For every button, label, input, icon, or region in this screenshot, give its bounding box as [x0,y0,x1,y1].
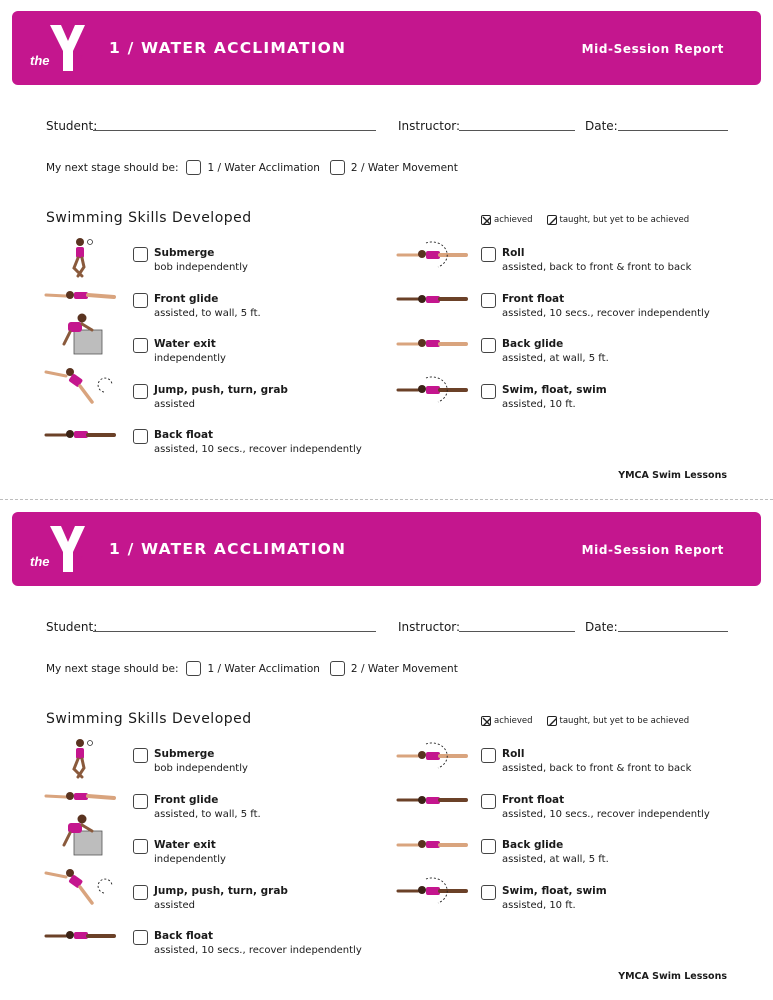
front-glide-figure-icon [44,789,116,805]
skill-jump-push-turn-grab: Jump, push, turn, grab assisted [133,383,288,413]
stage1-checkbox[interactable] [186,661,201,676]
achieved-mark-icon [481,716,491,726]
footer-brand: YMCA Swim Lessons [618,971,727,982]
legend-taught: taught, but yet to be achieved [559,215,690,225]
front-float-figure-icon [396,793,468,807]
skill-swim-float-swim: Swim, float, swim assisted, 10 ft. [481,884,607,914]
skill-front-float: Front float assisted, 10 secs., recover independently [481,793,710,823]
instructor-field[interactable] [459,631,575,632]
skill-checkbox[interactable] [133,338,148,353]
skill-front-float: Front float assisted, 10 secs., recover independently [481,292,710,322]
skill-checkbox[interactable] [481,794,496,809]
water-exit-figure-icon [60,310,104,356]
next-stage-label: My next stage should be: [46,662,179,675]
skill-checkbox[interactable] [133,930,148,945]
stage2-checkbox[interactable] [330,160,345,175]
back-float-figure-icon [44,428,116,442]
date-label: Date: [585,119,618,133]
roll-figure-icon [396,237,468,273]
back-glide-figure-icon [396,838,468,852]
date-label: Date: [585,620,618,634]
student-field[interactable] [93,631,376,632]
instructor-label: Instructor: [398,620,461,634]
skill-back-float: Back float assisted, 10 secs., recover independently [133,929,362,959]
legend-achieved: achieved [494,716,533,726]
roll-figure-icon [396,738,468,774]
taught-mark-icon [547,716,557,726]
water-exit-figure-icon [60,811,104,857]
header-banner [12,11,761,85]
back-float-figure-icon [44,929,116,943]
swim-float-swim-figure-icon [396,873,468,909]
stage-title: 1 / WATER ACCLIMATION [109,540,347,558]
skill-roll: Roll assisted, back to front & front to back [481,747,691,777]
skill-jump-push-turn-grab: Jump, push, turn, grab assisted [133,884,288,914]
skill-checkbox[interactable] [133,247,148,262]
next-stage-row [46,160,458,175]
skill-submerge: Submerge bob independently [133,246,248,276]
skill-checkbox[interactable] [133,794,148,809]
report-type: Mid-Session Report [581,543,724,557]
skill-checkbox[interactable] [481,293,496,308]
skill-checkbox[interactable] [133,384,148,399]
skill-checkbox[interactable] [481,247,496,262]
jump-figure-icon [40,362,120,408]
skills-title: Swimming Skills Developed [46,210,252,226]
skills-title: Swimming Skills Developed [46,711,252,727]
date-field[interactable] [618,631,728,632]
next-stage-label: My next stage should be: [46,161,179,174]
instructor-label: Instructor: [398,119,461,133]
skill-back-glide: Back glide assisted, at wall, 5 ft. [481,838,609,868]
stage-title: 1 / WATER ACCLIMATION [109,39,347,57]
svg-text:YMCA: YMCA [74,54,85,70]
taught-mark-icon [547,215,557,225]
legend-taught: taught, but yet to be achieved [559,716,690,726]
skill-checkbox[interactable] [481,338,496,353]
student-label: Student: [46,620,98,634]
front-glide-figure-icon [44,288,116,304]
swim-float-swim-figure-icon [396,372,468,408]
stage1-label: 1 / Water Acclimation [207,662,320,675]
skill-checkbox[interactable] [133,293,148,308]
back-glide-figure-icon [396,337,468,351]
achieved-mark-icon [481,215,491,225]
stage1-label: 1 / Water Acclimation [207,161,320,174]
legend [481,215,689,225]
stage2-checkbox[interactable] [330,661,345,676]
svg-text:the: the [30,554,50,569]
stage2-label: 2 / Water Movement [350,662,458,675]
skill-checkbox[interactable] [133,885,148,900]
student-label: Student: [46,119,98,133]
instructor-field[interactable] [459,130,575,131]
legend [481,716,689,726]
skill-back-glide: Back glide assisted, at wall, 5 ft. [481,337,609,367]
legend-achieved: achieved [494,215,533,225]
skill-front-glide: Front glide assisted, to wall, 5 ft. [133,292,261,322]
skill-front-glide: Front glide assisted, to wall, 5 ft. [133,793,261,823]
skill-checkbox[interactable] [481,384,496,399]
stage2-label: 2 / Water Movement [350,161,458,174]
skill-checkbox[interactable] [133,839,148,854]
jump-figure-icon [40,863,120,909]
submerge-figure-icon [62,737,96,779]
skill-checkbox[interactable] [481,885,496,900]
footer-brand: YMCA Swim Lessons [618,470,727,481]
skill-water-exit: Water exit independently [133,838,226,868]
skill-swim-float-swim: Swim, float, swim assisted, 10 ft. [481,383,607,413]
student-field[interactable] [93,130,376,131]
svg-text:the: the [30,53,50,68]
ymca-logo [28,522,90,576]
svg-text:YMCA: YMCA [74,555,85,571]
skill-submerge: Submerge bob independently [133,747,248,777]
skill-checkbox[interactable] [133,748,148,763]
skill-back-float: Back float assisted, 10 secs., recover independently [133,428,362,458]
next-stage-row [46,661,458,676]
report-type: Mid-Session Report [581,42,724,56]
stage1-checkbox[interactable] [186,160,201,175]
header-banner [12,512,761,586]
skill-roll: Roll assisted, back to front & front to back [481,246,691,276]
submerge-figure-icon [62,236,96,278]
skill-checkbox[interactable] [481,748,496,763]
date-field[interactable] [618,130,728,131]
skill-water-exit: Water exit independently [133,337,226,367]
ymca-logo [28,21,90,75]
report-copy-2 [0,501,773,1000]
front-float-figure-icon [396,292,468,306]
skill-checkbox[interactable] [133,429,148,444]
skill-checkbox[interactable] [481,839,496,854]
